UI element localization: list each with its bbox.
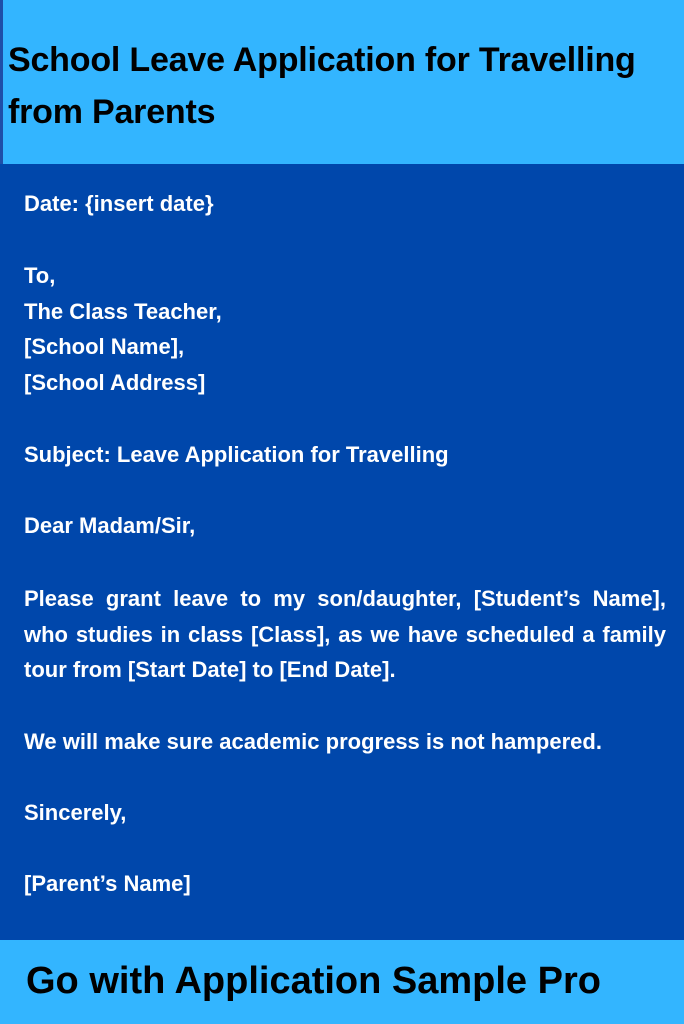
salutation-to: To, bbox=[24, 263, 56, 288]
school-name-line: [School Name], bbox=[24, 334, 185, 359]
footer-banner bbox=[0, 940, 684, 1024]
school-address-line: [School Address] bbox=[24, 370, 206, 395]
letter-body bbox=[0, 164, 684, 940]
assurance-line: We will make sure academic progress is not hampered. bbox=[24, 729, 602, 754]
signature-line: [Parent’s Name] bbox=[24, 871, 191, 896]
subject-line: Subject: Leave Application for Travelling bbox=[24, 442, 449, 467]
recipient-line: The Class Teacher, bbox=[24, 299, 222, 324]
footer-brand-text: Go with Application Sample Pro bbox=[26, 960, 601, 1002]
date-line: Date: {insert date} bbox=[24, 191, 214, 216]
body-paragraph: Please grant leave to my son/daughter, [Student’s Name], who studies in class [Class], as we have scheduled a family tour from [Start Date] to [End Date]. bbox=[24, 586, 666, 682]
greeting-line: Dear Madam/Sir, bbox=[24, 513, 196, 538]
closing-line: Sincerely, bbox=[24, 800, 127, 825]
page-title: School Leave Application for Travelling from Parents bbox=[8, 41, 636, 131]
title-banner bbox=[0, 0, 684, 164]
